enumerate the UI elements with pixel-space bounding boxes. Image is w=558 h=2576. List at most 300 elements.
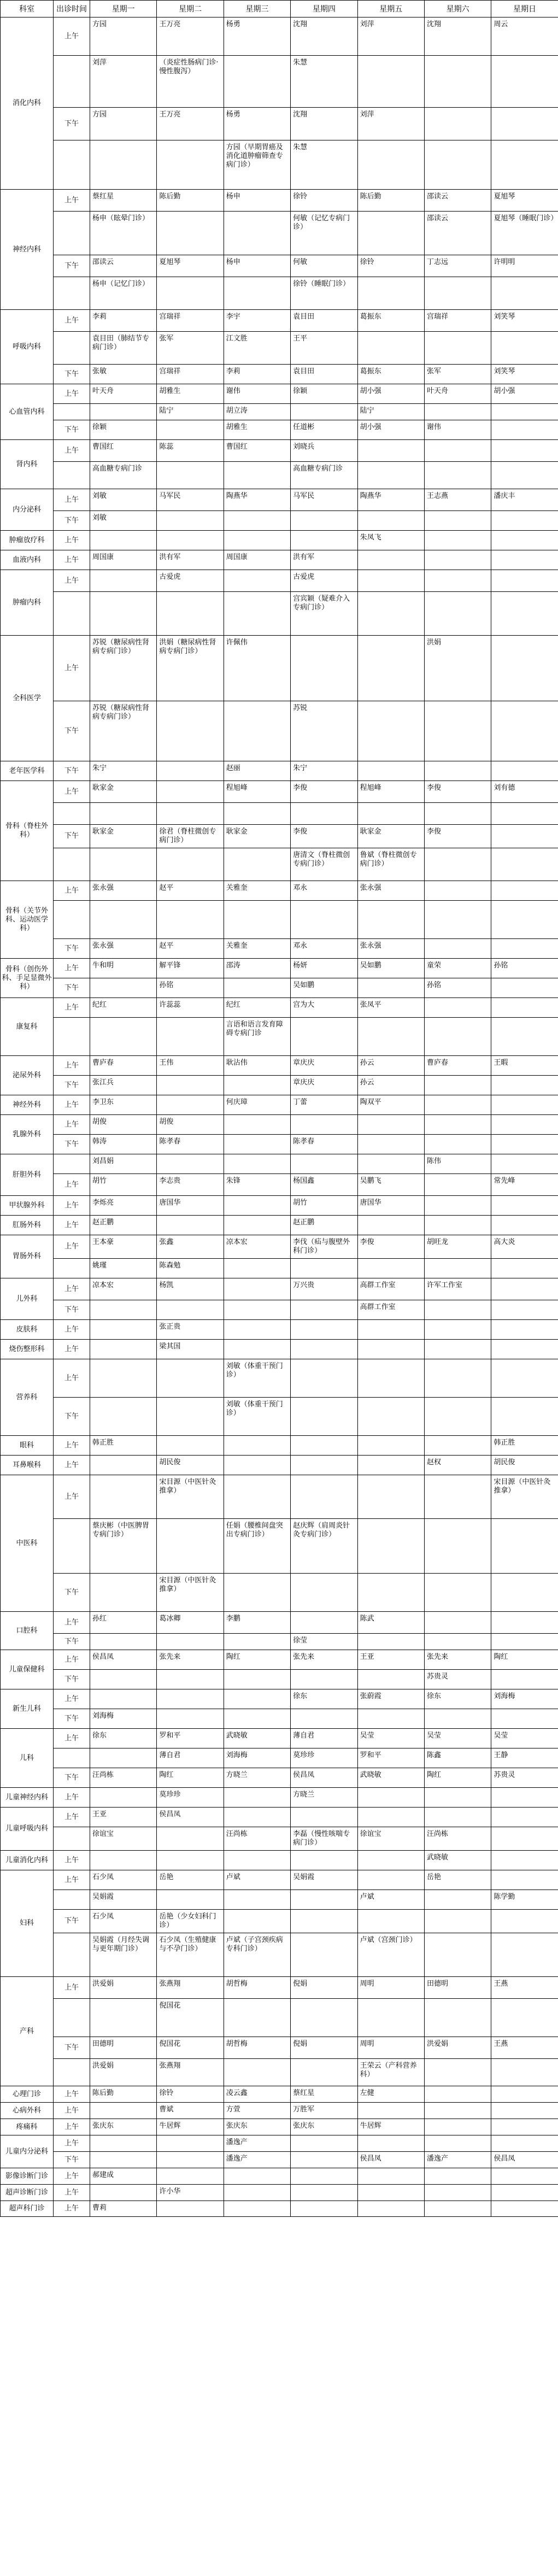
doctor-cell: 李伐（疝与腹壁外科门诊）	[291, 1235, 357, 1259]
department-name: 神经外科	[1, 1095, 54, 1115]
doctor-cell	[491, 1870, 558, 1890]
doctor-cell	[491, 1359, 558, 1398]
doctor-cell	[424, 2168, 491, 2185]
doctor-cell: 杨申	[224, 255, 290, 277]
doctor-cell	[224, 1216, 290, 1235]
department-name: 骨科（脊柱外科）	[1, 781, 54, 881]
doctor-cell: 古爱虎	[157, 570, 224, 592]
schedule-row	[1, 881, 558, 901]
doctor-cell: 章庆庆	[291, 1076, 357, 1095]
doctor-cell	[90, 2135, 157, 2152]
doctor-cell	[291, 1999, 357, 2037]
doctor-cell: 赵平	[157, 881, 224, 901]
doctor-cell	[224, 978, 290, 998]
department-name: 骨科（关节外科、运动医学科）	[1, 881, 54, 959]
department-name: 烧伤整形科	[1, 1340, 54, 1359]
doctor-cell: 陈鑫	[424, 1748, 491, 1768]
doctor-cell: 张庆东	[90, 2119, 157, 2135]
doctor-cell: 方园	[90, 17, 157, 56]
doctor-cell	[224, 1709, 290, 1729]
doctor-cell: 邵读云	[90, 255, 157, 277]
doctor-cell	[424, 1436, 491, 1456]
doctor-cell: 姚瑾	[90, 1259, 157, 1278]
time-slot	[54, 1748, 90, 1768]
doctor-cell	[357, 978, 424, 998]
doctor-cell: 徐谊宝	[357, 1827, 424, 1851]
time-slot: 下午	[54, 1135, 90, 1154]
schedule-row	[1, 1056, 558, 1076]
time-slot: 上午	[54, 489, 90, 511]
doctor-cell: 陈后勤	[157, 190, 224, 212]
doctor-cell: 吴莹	[357, 1729, 424, 1748]
doctor-cell	[224, 1851, 290, 1870]
doctor-cell: 叶天舟	[90, 384, 157, 404]
doctor-cell	[291, 1910, 357, 1933]
doctor-cell: 胡俊	[90, 1115, 157, 1135]
doctor-cell	[424, 1216, 491, 1235]
doctor-cell: 刘萍	[357, 17, 424, 56]
doctor-cell	[357, 2185, 424, 2201]
time-slot	[54, 901, 90, 939]
doctor-cell: 丁志远	[424, 255, 491, 277]
doctor-cell: 邵读云	[424, 212, 491, 255]
doctor-cell	[357, 1216, 424, 1235]
doctor-cell: 刘海梅	[90, 1709, 157, 1729]
doctor-cell: 吴如鹏	[357, 959, 424, 978]
doctor-cell: 徐铃	[357, 255, 424, 277]
time-slot	[54, 1154, 90, 1174]
doctor-cell: 陈伟	[424, 1154, 491, 1174]
doctor-cell	[491, 1574, 558, 1612]
doctor-cell	[491, 2168, 558, 2185]
schedule-body	[1, 17, 558, 2217]
time-slot: 上午	[54, 636, 90, 701]
doctor-cell: 徐东	[291, 1689, 357, 1709]
doctor-cell	[357, 1999, 424, 2037]
doctor-cell	[357, 803, 424, 825]
schedule-row	[1, 825, 558, 848]
doctor-cell: 石少凤（生殖健康与不孕门诊）	[157, 1933, 224, 1977]
doctor-cell	[491, 2185, 558, 2201]
schedule-row	[1, 1890, 558, 1910]
doctor-cell	[291, 2185, 357, 2201]
doctor-cell	[491, 1808, 558, 1827]
time-slot: 上午	[54, 1808, 90, 1827]
schedule-row	[1, 939, 558, 959]
doctor-cell: 侯昌凤	[357, 2152, 424, 2168]
doctor-cell: 陈学勤	[491, 1890, 558, 1910]
schedule-row	[1, 17, 558, 56]
doctor-cell	[424, 511, 491, 531]
schedule-row	[1, 848, 558, 881]
doctor-cell	[291, 636, 357, 701]
department-name: 肝胆外科	[1, 1154, 54, 1196]
doctor-cell: 唐清文（脊柱微创专病门诊）	[291, 848, 357, 881]
doctor-cell: 胡竹	[90, 1174, 157, 1196]
department-name: 心病外科	[1, 2103, 54, 2119]
doctor-cell	[224, 701, 290, 761]
header-department: 科室	[1, 1, 54, 17]
doctor-cell	[157, 803, 224, 825]
doctor-cell: 叶天舟	[424, 384, 491, 404]
doctor-cell: 朱慧	[291, 140, 357, 190]
doctor-cell: 侯昌凤	[491, 2152, 558, 2168]
doctor-cell: 杨申	[224, 190, 290, 212]
doctor-cell: 刘昌娟	[90, 1154, 157, 1174]
doctor-cell	[224, 1788, 290, 1808]
doctor-cell: 潘逸产	[224, 2135, 290, 2152]
doctor-cell	[424, 2086, 491, 2103]
doctor-cell	[357, 2135, 424, 2152]
doctor-cell: 高群工作室	[357, 1300, 424, 1320]
doctor-cell	[491, 108, 558, 140]
doctor-cell	[357, 1320, 424, 1340]
doctor-cell	[291, 1574, 357, 1612]
doctor-cell	[157, 901, 224, 939]
doctor-cell	[357, 1670, 424, 1689]
doctor-cell: 曹国红	[90, 440, 157, 462]
time-slot: 下午	[54, 825, 90, 848]
doctor-cell: 胡旺龙	[424, 1235, 491, 1259]
doctor-cell: 曹庐春	[424, 1056, 491, 1076]
doctor-cell: 胡民俊	[157, 1456, 224, 1475]
schedule-row	[1, 1174, 558, 1196]
doctor-cell: 张凤平	[357, 998, 424, 1018]
doctor-cell	[424, 1076, 491, 1095]
doctor-cell	[491, 803, 558, 825]
doctor-cell	[224, 1340, 290, 1359]
doctor-cell	[224, 1910, 290, 1933]
doctor-cell: 王燕	[491, 2037, 558, 2059]
doctor-cell: 耿家金	[90, 781, 157, 803]
doctor-cell: 张鑫	[157, 1235, 224, 1259]
doctor-cell: 韩涛	[90, 1135, 157, 1154]
doctor-cell: 陈孝春	[291, 1135, 357, 1154]
doctor-cell: 王伟	[157, 1056, 224, 1076]
doctor-cell: 宫为大	[291, 998, 357, 1018]
department-name: 心血管内科	[1, 384, 54, 440]
doctor-cell: 任娟（腰椎间盘突出专病门诊）	[224, 1519, 290, 1574]
time-slot	[54, 1519, 90, 1574]
doctor-cell	[224, 1154, 290, 1174]
doctor-cell: 苏贵灵	[491, 1768, 558, 1788]
doctor-cell	[357, 1709, 424, 1729]
doctor-cell	[90, 592, 157, 636]
doctor-cell	[157, 2135, 224, 2152]
time-slot: 下午	[54, 420, 90, 440]
time-slot: 下午	[54, 108, 90, 140]
department-name: 儿童神经内科	[1, 1788, 54, 1808]
doctor-cell	[90, 1320, 157, 1340]
doctor-cell: 王万亮	[157, 108, 224, 140]
schedule-row	[1, 1436, 558, 1456]
doctor-cell: 刘笑琴	[491, 365, 558, 384]
doctor-cell	[157, 1634, 224, 1650]
doctor-cell	[424, 277, 491, 310]
doctor-cell	[90, 1300, 157, 1320]
time-slot: 下午	[54, 365, 90, 384]
doctor-cell	[291, 511, 357, 531]
doctor-cell	[424, 1320, 491, 1340]
schedule-row	[1, 1519, 558, 1574]
doctor-cell: 杨勇	[224, 17, 290, 56]
time-slot: 上午	[54, 2086, 90, 2103]
department-name: 老年医学科	[1, 761, 54, 781]
doctor-cell: 孙铭	[157, 978, 224, 998]
doctor-cell	[491, 2119, 558, 2135]
doctor-cell	[424, 2185, 491, 2201]
doctor-cell	[90, 404, 157, 420]
doctor-cell	[424, 1340, 491, 1359]
header-wednesday: 星期三	[224, 1, 290, 17]
doctor-cell	[491, 511, 558, 531]
time-slot: 上午	[54, 2103, 90, 2119]
doctor-cell: 孙云	[357, 1076, 424, 1095]
department-name: 影像诊断门诊	[1, 2168, 54, 2185]
department-name: 妇科	[1, 1870, 54, 1977]
doctor-cell	[224, 1574, 290, 1612]
doctor-cell	[424, 1709, 491, 1729]
doctor-cell: 李宇	[224, 310, 290, 332]
schedule-row	[1, 701, 558, 761]
time-slot	[54, 803, 90, 825]
department-name: 胃肠外科	[1, 1235, 54, 1278]
doctor-cell: 袁目田	[291, 365, 357, 384]
schedule-row	[1, 1670, 558, 1689]
schedule-row	[1, 550, 558, 570]
doctor-cell: 宋目源（中医针灸推拿）	[491, 1475, 558, 1519]
time-slot: 上午	[54, 2135, 90, 2152]
doctor-cell	[90, 1634, 157, 1650]
doctor-cell	[491, 440, 558, 462]
doctor-cell	[491, 998, 558, 1018]
time-slot: 下午	[54, 939, 90, 959]
schedule-row	[1, 1689, 558, 1709]
doctor-cell	[357, 511, 424, 531]
doctor-cell	[291, 1320, 357, 1340]
doctor-cell	[491, 277, 558, 310]
department-name: 骨科（创伤外科、手足显微外科）	[1, 959, 54, 998]
department-name: 疼痛科	[1, 2119, 54, 2135]
doctor-cell: 张敏	[90, 365, 157, 384]
schedule-row	[1, 1259, 558, 1278]
doctor-cell: 陆宁	[357, 404, 424, 420]
doctor-cell	[90, 2185, 157, 2201]
doctor-cell	[424, 901, 491, 939]
doctor-cell: 张蔚霞	[357, 1689, 424, 1709]
department-name: 呼吸内科	[1, 310, 54, 384]
doctor-cell	[424, 1196, 491, 1216]
doctor-cell: 方园	[90, 108, 157, 140]
schedule-row	[1, 384, 558, 404]
doctor-cell: 朱宁	[90, 761, 157, 781]
doctor-cell	[357, 1574, 424, 1612]
doctor-cell	[157, 2168, 224, 2185]
time-slot: 上午	[54, 1870, 90, 1890]
doctor-cell	[157, 420, 224, 440]
time-slot: 下午	[54, 978, 90, 998]
time-slot	[54, 1999, 90, 2037]
doctor-cell: 王燕	[491, 1977, 558, 1999]
time-slot	[54, 1890, 90, 1910]
doctor-cell	[491, 1300, 558, 1320]
department-name: 产科	[1, 1977, 54, 2086]
doctor-cell: 王本豪	[90, 1235, 157, 1259]
doctor-cell: 杨凯	[157, 1278, 224, 1300]
doctor-cell	[357, 2201, 424, 2217]
doctor-cell	[157, 761, 224, 781]
department-name: 儿童保健科	[1, 1650, 54, 1689]
doctor-cell: 刘敏	[90, 489, 157, 511]
department-name: 甲状腺外科	[1, 1196, 54, 1216]
doctor-cell	[491, 1398, 558, 1436]
doctor-cell	[424, 761, 491, 781]
time-slot: 上午	[54, 1475, 90, 1519]
doctor-cell: 岳艳	[424, 1870, 491, 1890]
department-name: 血液内科	[1, 550, 54, 570]
doctor-cell: 胡哲梅	[224, 2037, 290, 2059]
doctor-cell: 葛振东	[357, 365, 424, 384]
doctor-cell	[491, 636, 558, 701]
doctor-cell	[291, 404, 357, 420]
doctor-cell	[424, 1174, 491, 1196]
doctor-cell	[291, 1612, 357, 1634]
schedule-row	[1, 636, 558, 701]
doctor-cell: 潘庆丰	[491, 489, 558, 511]
doctor-cell	[424, 1933, 491, 1977]
schedule-row	[1, 1475, 558, 1519]
doctor-cell	[291, 1475, 357, 1519]
doctor-cell	[90, 1788, 157, 1808]
schedule-row	[1, 2059, 558, 2086]
doctor-cell	[157, 701, 224, 761]
doctor-cell: 周云	[491, 17, 558, 56]
time-slot	[54, 212, 90, 255]
department-name: 超声诊断门诊	[1, 2185, 54, 2201]
department-name: 肿瘤放疗科	[1, 531, 54, 550]
doctor-cell	[424, 701, 491, 761]
time-slot: 上午	[54, 781, 90, 803]
doctor-cell	[90, 978, 157, 998]
doctor-cell: 宋目源（中医针灸推拿）	[157, 1574, 224, 1612]
doctor-cell: 卢斌（子宫颈疾病专科门诊）	[224, 1933, 290, 1977]
schedule-row	[1, 2152, 558, 2168]
doctor-cell	[291, 1436, 357, 1456]
doctor-cell	[424, 1115, 491, 1135]
doctor-cell	[491, 1340, 558, 1359]
doctor-cell: 左健	[357, 2086, 424, 2103]
doctor-cell	[157, 848, 224, 881]
doctor-cell	[491, 56, 558, 108]
doctor-cell	[224, 1076, 290, 1095]
doctor-cell: 刘海梅	[224, 1748, 290, 1768]
doctor-cell: 邵读云	[424, 190, 491, 212]
department-name: 肛肠外科	[1, 1216, 54, 1235]
doctor-cell: 耿家金	[90, 825, 157, 848]
doctor-cell	[424, 531, 491, 550]
department-name: 消化内科	[1, 17, 54, 190]
doctor-cell	[291, 1398, 357, 1436]
doctor-cell: 纪红	[90, 998, 157, 1018]
doctor-cell	[357, 1519, 424, 1574]
time-slot	[54, 2059, 90, 2086]
doctor-cell: 赵平	[157, 939, 224, 959]
doctor-cell: 曹庐春	[90, 1056, 157, 1076]
schedule-row	[1, 255, 558, 277]
doctor-cell: 曹国红	[224, 440, 290, 462]
doctor-cell: 苏锐（糖尿病性肾病专病门诊）	[90, 701, 157, 761]
doctor-cell: 方萱	[224, 2103, 290, 2119]
schedule-row	[1, 1748, 558, 1768]
doctor-cell: 李莉	[90, 310, 157, 332]
doctor-cell	[291, 1456, 357, 1475]
doctor-cell: 鲁斌（脊柱微创专病门诊）	[357, 848, 424, 881]
doctor-cell	[491, 1788, 558, 1808]
doctor-cell: 张军	[424, 365, 491, 384]
doctor-cell	[357, 2103, 424, 2119]
doctor-cell: 吴莹	[424, 1729, 491, 1748]
doctor-cell	[157, 212, 224, 255]
doctor-cell	[224, 1456, 290, 1475]
doctor-cell	[424, 1612, 491, 1634]
schedule-row	[1, 1977, 558, 1999]
department-name: 儿童内分泌科	[1, 2135, 54, 2168]
doctor-cell: 曹斌	[157, 2103, 224, 2119]
doctor-cell: 刘萍	[90, 56, 157, 108]
doctor-cell	[424, 1634, 491, 1650]
schedule-row	[1, 781, 558, 803]
doctor-cell: 刘敏	[90, 511, 157, 531]
doctor-cell	[224, 1320, 290, 1340]
doctor-cell	[491, 1278, 558, 1300]
doctor-cell	[157, 1359, 224, 1398]
doctor-cell: 蔡红星	[291, 2086, 357, 2103]
doctor-cell: 李鹏	[224, 1612, 290, 1634]
schedule-row	[1, 1910, 558, 1933]
doctor-cell	[491, 2086, 558, 2103]
schedule-row	[1, 1768, 558, 1788]
schedule-row	[1, 1808, 558, 1827]
time-slot: 上午	[54, 1359, 90, 1398]
schedule-row	[1, 1018, 558, 1056]
doctor-cell	[90, 1398, 157, 1436]
schedule-row	[1, 1115, 558, 1135]
doctor-cell	[224, 1999, 290, 2037]
doctor-cell: 周国康	[224, 550, 290, 570]
doctor-cell: 言语和语言发育障碍专病门诊	[224, 1018, 290, 1056]
doctor-cell	[357, 901, 424, 939]
doctor-cell	[491, 550, 558, 570]
time-slot: 下午	[54, 1634, 90, 1650]
doctor-cell: 关雅奎	[224, 881, 290, 901]
schedule-row	[1, 365, 558, 384]
doctor-cell: 李俊	[291, 781, 357, 803]
doctor-cell: 许明明	[491, 255, 558, 277]
doctor-cell	[90, 1018, 157, 1056]
time-slot	[54, 1933, 90, 1977]
doctor-cell	[491, 848, 558, 881]
doctor-cell: 卢斌	[357, 1890, 424, 1910]
schedule-row	[1, 901, 558, 939]
doctor-cell	[291, 531, 357, 550]
time-slot: 下午	[54, 255, 90, 277]
doctor-cell: 李卫东	[90, 1095, 157, 1115]
doctor-cell: 王荣云（产科营养科）	[357, 2059, 424, 2086]
doctor-cell: 朱宁	[291, 761, 357, 781]
schedule-row	[1, 1999, 558, 2037]
doctor-cell	[224, 1135, 290, 1154]
schedule-row	[1, 462, 558, 489]
